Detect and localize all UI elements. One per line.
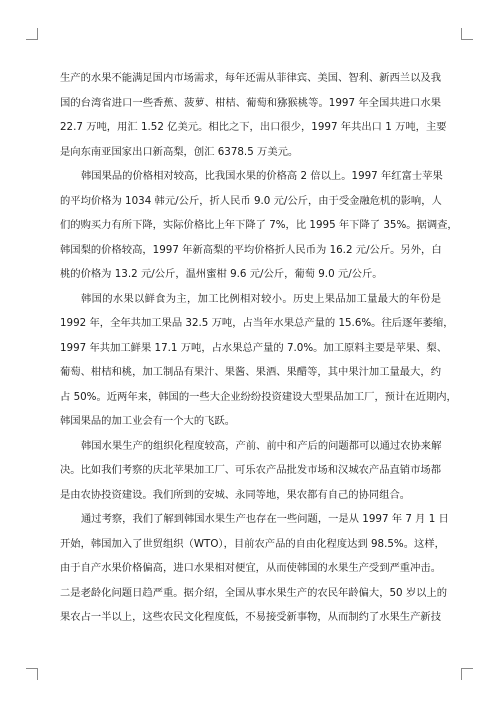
text-line: 韩国水果生产的组织化程度较高，产前、前中和产后的问题都可以通过农协来解 (81, 439, 442, 452)
text-line: 桃的价格为 13.2 元/公斤，温州蜜柑 9.6 元/公斤，葡萄 9.0 元/公斤。 (60, 268, 383, 280)
text-line: 们的购买力有所下降，实际价格比上年下降了 7%，比 1995 年下降了 35%。据调查， (60, 219, 458, 231)
text-line: 的平均价格为 1034 韩元/公斤，折人民币 9.0 元/公斤，由于受金融危机的影响，人 (60, 194, 442, 207)
paragraph (60, 434, 441, 508)
bottom-left-crop-mark (26, 668, 38, 680)
text-line: 1992 年，全年共加工果品 32.5 万吨，占当年水果总产量的 15.6%。往后逐年萎缩， (60, 317, 454, 329)
text-line: 1997 年共加工鲜果 17.1 万吨，占水果总产量的 7.0%。加工原料主要是苹果、梨、 (60, 341, 447, 354)
bottom-right-crop-mark (461, 668, 473, 680)
text-line: 是向东南亚国家出口新高梨，创汇 6378.5 万美元。 (60, 145, 299, 158)
paragraph (60, 287, 457, 434)
text-line: 二是老龄化问题日趋严重。据介绍，全国从事水果生产的农民年龄偏大，50 岁以上的 (60, 586, 448, 599)
text-line: 韩国的水果以鲜食为主，加工比例相对较小。历史上果品加工量最大的年份是 (81, 292, 441, 305)
text-line: 占 50%。近两年来，韩国的一些大企业纷纷投资建设大型果品加工厂，预计在近期内， (60, 390, 457, 403)
text-line: 22.7 万吨，用汇 1.52 亿美元。相比之下，出口很少，1997 年共出口 1 万吨，主要 (60, 121, 447, 133)
text-line: 是由农协投资建设。我们所到的安城、永同等地，果农都有自己的协同组合。 (60, 488, 411, 501)
text-line: 通过考察，我们了解到韩国水果生产也存在一些问题，一是从 1997 年 7 月 1 日 (81, 513, 449, 525)
text-line: 果农占一半以上，这些农民文化程度低，不易接受新事物，从而制约了水果生产新技 (60, 611, 441, 623)
text-line: 生产的水果不能满足国内市场需求，每年还需从菲律宾、美国、智利、新西兰以及我 (60, 72, 441, 84)
document-body (60, 66, 458, 630)
text-line: 韩国梨的价格较高，1997 年新高梨的平均价格折人民币为 16.2 元/公斤。另外，白 (60, 243, 442, 256)
text-line: 决。比如我们考察的庆北苹果加工厂、可乐农产品批发市场和汉城农产品直销市场都 (60, 464, 441, 476)
top-left-crop-mark (26, 28, 38, 40)
paragraph (60, 66, 447, 164)
text-line: 由于自产水果价格偏高，进口水果相对便宜，从而使韩国的水果生产受到严重冲击。 (60, 562, 441, 574)
text-line: 葡萄、柑桔和桃，加工制品有果汁、果酱、果酒、果醋等，其中果汁加工量最大，约 (60, 366, 441, 378)
text-line: 韩国果品的价格相对较高，比我国水果的价格高 2 倍以上。1997 年红富士苹果 (81, 170, 443, 182)
text-line: 国的台湾省进口一些香蕉、菠萝、柑桔、葡萄和猕猴桃等。1997 年全国共进口水果 (60, 96, 441, 109)
paragraph (60, 164, 458, 287)
top-right-crop-mark (461, 28, 473, 40)
paragraph (60, 507, 449, 630)
text-line: 韩国果品的加工业会有一个大的飞跃。 (60, 415, 236, 427)
text-line: 开始，韩国加入了世贸组织（WTO），目前农产品的自由化程度达到 98.5%。这样， (60, 537, 445, 550)
